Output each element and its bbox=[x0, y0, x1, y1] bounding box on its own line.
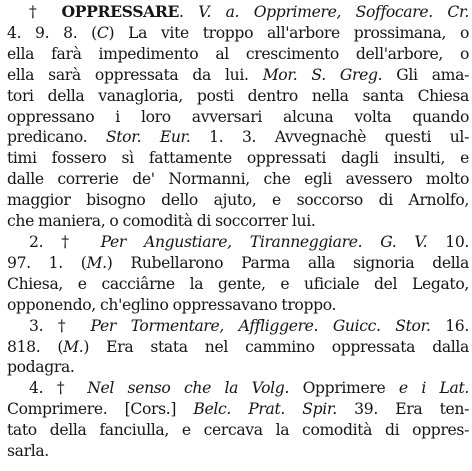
italic-text: M. bbox=[86, 253, 107, 272]
italic-text: C bbox=[96, 23, 109, 42]
entry-line bbox=[7, 23, 469, 44]
entry-line bbox=[7, 169, 469, 190]
text-segment: 818. ( bbox=[7, 337, 64, 356]
entry-line bbox=[7, 86, 469, 107]
text-segment: Comprimere. [Cors.] bbox=[7, 400, 194, 419]
entry-line bbox=[7, 211, 469, 232]
text-segment: 97. 1. ( bbox=[7, 253, 87, 272]
text-segment: dalle correrie de' Normanni, che egli avessero molto bbox=[7, 170, 469, 189]
text-segment: predicano. bbox=[7, 128, 106, 147]
text-segment: ) Rubellarono Parma alla signoria della bbox=[106, 253, 469, 272]
entry-line bbox=[7, 190, 469, 211]
entry-line bbox=[7, 107, 469, 128]
text-segment: ella farà impedimento al crescimento dell'arbore, o bbox=[7, 44, 469, 63]
italic-text: Stor. Eur. bbox=[105, 128, 191, 147]
text-segment: 16. bbox=[430, 316, 469, 335]
entry-line bbox=[7, 2, 469, 23]
text-segment: opponendo, ch'eglino oppressavano troppo. bbox=[7, 295, 337, 314]
text-segment: che maniera, o comodità di soccorrer lui. bbox=[7, 212, 316, 231]
headword: OPPRESSARE bbox=[61, 2, 180, 21]
text-segment: . bbox=[179, 3, 199, 21]
italic-text: M. bbox=[63, 337, 84, 356]
italic-text: e i Lat. bbox=[398, 379, 470, 398]
text-segment: ) Era stata nel cammino oppressata dalla bbox=[83, 337, 469, 356]
entry-line bbox=[7, 357, 469, 378]
text-segment: sarla. bbox=[7, 442, 49, 461]
text-segment: ) La vite troppo all'arbore prossimana, o bbox=[108, 23, 469, 42]
text-segment: 3. † bbox=[29, 316, 91, 335]
italic-text: Mor. S. Greg. bbox=[262, 65, 383, 84]
text-segment: 39. Era ten- bbox=[336, 400, 470, 419]
entry-line bbox=[7, 337, 469, 358]
entry-line bbox=[7, 399, 469, 420]
text-segment: 2. † bbox=[29, 232, 101, 251]
text-segment: timi fossero sì fattamente oppressati dagli insulti, e bbox=[7, 149, 469, 168]
entry-line bbox=[7, 253, 469, 274]
text-segment: tato della fanciulla, e cercava la comodità di oppres- bbox=[7, 421, 469, 440]
text-segment: tori della vanagloria, posti dentro nella santa Chiesa bbox=[7, 86, 469, 105]
italic-text: V. a. Opprimere, Soffocare. Cr. bbox=[198, 3, 470, 21]
italic-text: Per Angustiare, Tiranneggiare. G. V. bbox=[100, 232, 428, 251]
entry-line bbox=[7, 441, 469, 462]
text-segment: maggior bisogno dello ajuto, e soccorso di Arnolfo, bbox=[7, 191, 469, 210]
text-segment: Chiesa, e cacciârne la gente, e uficiale del Legato, bbox=[7, 274, 469, 293]
text-segment: † bbox=[29, 3, 62, 21]
text-segment: 4. † bbox=[29, 379, 88, 398]
italic-text: Belc. Prat. Spir. bbox=[193, 400, 337, 419]
entry-line bbox=[7, 127, 469, 148]
text-segment: oppressano i loro avversari alcuna volta quando bbox=[7, 107, 469, 126]
text-segment: 10. bbox=[427, 232, 469, 251]
entry-line bbox=[7, 420, 469, 441]
entry-line bbox=[7, 65, 469, 86]
text-segment: Gli ama- bbox=[382, 65, 469, 84]
italic-text: Nel senso che la Volg. bbox=[87, 379, 290, 398]
entry-line bbox=[7, 232, 469, 253]
text-segment: 1. 3. Avvegnachè questi ul- bbox=[190, 128, 469, 147]
entry-line bbox=[7, 274, 469, 295]
text-segment: ella sarà oppressata da lui. bbox=[7, 65, 263, 84]
entry-line bbox=[7, 148, 469, 169]
entry-line bbox=[7, 316, 469, 337]
text-segment: Opprimere bbox=[289, 379, 399, 398]
entry-line bbox=[7, 44, 469, 65]
entry-line bbox=[7, 295, 469, 316]
italic-text: Per Tormentare, Affliggere. Guicc. Stor. bbox=[90, 316, 431, 335]
entry-line bbox=[7, 378, 469, 399]
text-segment: 4. 9. 8. ( bbox=[7, 23, 97, 42]
text-segment: podagra. bbox=[7, 358, 75, 377]
